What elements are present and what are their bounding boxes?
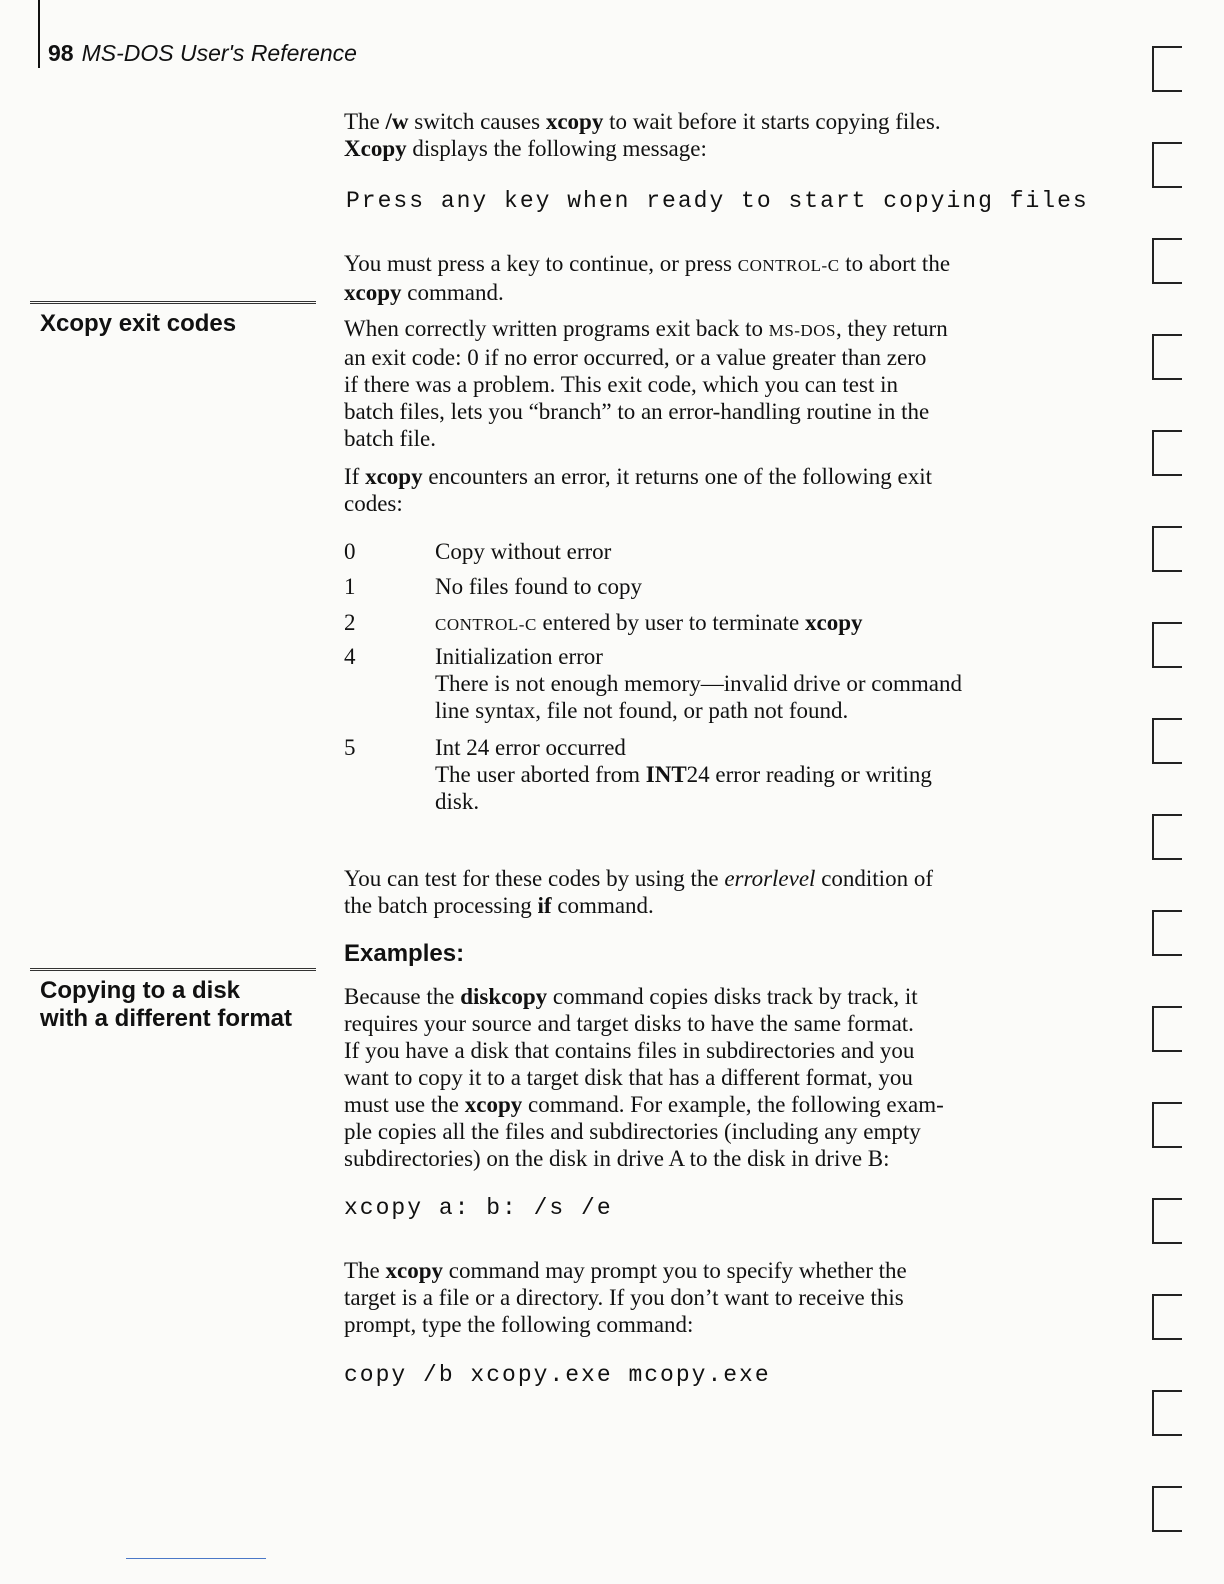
header-rule	[38, 0, 40, 68]
continue-paragraph: You must press a key to continue, or press CONTROL-C to abort the xcopy command.	[344, 251, 951, 305]
exit-code-desc: CONTROL-C entered by user to terminate xcopy	[435, 610, 863, 635]
xcopy-wait-message: Press any key when ready to start copying files	[346, 188, 1089, 214]
exit-code: 5	[344, 735, 356, 760]
tab-mark	[1152, 142, 1182, 188]
tab-mark	[1152, 238, 1182, 284]
tab-mark	[1152, 1294, 1182, 1340]
tab-mark	[1152, 814, 1182, 860]
tab-mark	[1152, 622, 1182, 668]
tab-mark	[1152, 1486, 1182, 1532]
exit-code-lead: If xcopy encounters an error, it returns one of the following exit codes:	[344, 464, 932, 516]
exit-code-desc: Initialization error There is not enough memory—invalid drive or command line syntax, file not found, or path not found.	[435, 644, 962, 723]
tab-mark	[1152, 1198, 1182, 1244]
exit-codes-heading: Xcopy exit codes	[40, 310, 237, 337]
book-title: MS-DOS User's Reference	[81, 40, 357, 66]
tab-mark	[1152, 430, 1182, 476]
tab-mark	[1152, 526, 1182, 572]
copying-heading: Copying to a disk with a different format	[40, 977, 293, 1032]
tab-mark	[1152, 1390, 1182, 1436]
exit-code: 0	[344, 539, 356, 564]
exit-code: 4	[344, 644, 356, 669]
errorlevel-paragraph: You can test for these codes by using the errorlevel condition of the batch processing if command.	[344, 866, 933, 918]
exit-code-desc: Int 24 error occurred The user aborted from INT24 error reading or writing disk.	[435, 735, 932, 814]
exit-codes-rule	[30, 301, 316, 304]
exit-code: 1	[344, 574, 356, 599]
tab-mark	[1152, 910, 1182, 956]
exit-code-intro: When correctly written programs exit back to MS-DOS, they return an exit code: 0 if no error occurred, or a value greater than zero if there was a problem. This exit code, which you can test in batch files, lets you “branch” to an error-handling routine in the batch file.	[344, 316, 948, 451]
exit-code: 2	[344, 610, 356, 635]
copy-command: copy /b xcopy.exe mcopy.exe	[344, 1362, 771, 1388]
examples-heading: Examples:	[344, 940, 465, 967]
tab-mark	[1152, 1006, 1182, 1052]
tab-mark	[1152, 334, 1182, 380]
running-header	[48, 40, 357, 67]
tab-mark	[1152, 718, 1182, 764]
page-number: 98	[48, 40, 74, 66]
footer-rule	[126, 1558, 266, 1559]
prompt-paragraph: The xcopy command may prompt you to specify whether the target is a file or a directory. If you don’t want to receive this prompt, type the following command:	[344, 1258, 907, 1337]
copying-rule	[30, 968, 316, 971]
tab-mark	[1152, 1102, 1182, 1148]
exit-code-desc: Copy without error	[435, 539, 612, 564]
exit-code-desc: No files found to copy	[435, 574, 642, 599]
examples-paragraph: Because the diskcopy command copies disks track by track, it requires your source and target disks to have the same format. If you have a disk that contains files in subdirectories and you want to copy it to a target disk that has a different format, you must use the xcopy command. For example, the following exam- ple copies all the files and subdirectories (including any empty subdirectories) on the disk in drive A to the disk in drive B:	[344, 984, 944, 1171]
xcopy-command: xcopy a: b: /s /e	[344, 1195, 613, 1221]
w-switch-paragraph: The /w switch causes xcopy to wait before it starts copying files. Xcopy displays the following message:	[344, 109, 941, 161]
tab-mark	[1152, 46, 1182, 92]
